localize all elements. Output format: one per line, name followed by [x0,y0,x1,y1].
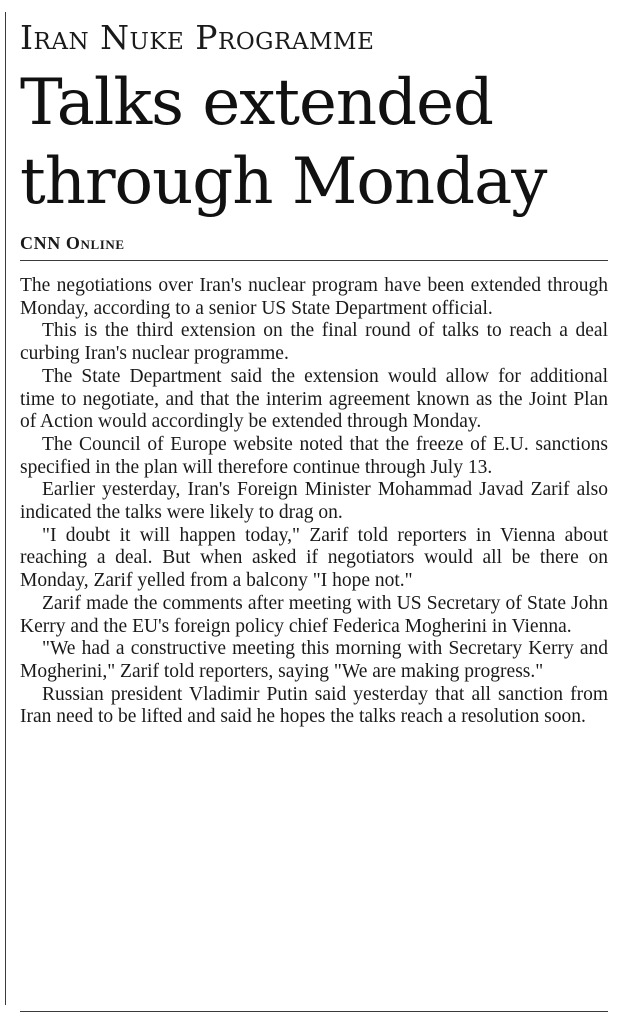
headline-line-1: Talks extended [20,66,493,140]
left-column-rule [5,12,6,1005]
article-byline: CNN Online [20,233,125,253]
body-paragraph: This is the third extension on the final round of talks to reach a deal curbing Iran's nuclear programme. [20,320,608,365]
news-article [20,0,608,729]
byline-divider [20,260,608,261]
body-paragraph: Zarif made the comments after meeting with US Secretary of State John Kerry and the EU's foreign policy chief Federica Mogherini in Vienna. [20,592,608,637]
article-body [20,275,608,729]
body-paragraph: Earlier yesterday, Iran's Foreign Minister Mohammad Javad Zarif also indicated the talks were likely to drag on. [20,479,608,524]
body-paragraph: "We had a constructive meeting this morning with Secretary Kerry and Mogherini," Zarif told reporters, saying "We are making progress." [20,638,608,682]
body-paragraph: "I doubt it will happen today," Zarif told reporters in Vienna about reaching a deal. But when asked if negotiators would all be there on Monday, Zarif yelled from a balcony "I hope not." [20,524,608,592]
article-headline [20,64,608,222]
headline-line-2: through Monday [20,145,547,219]
body-paragraph: Russian president Vladimir Putin said yesterday that all sanction from Iran need to be lifted and said he hopes the talks reach a resolution soon. [20,683,608,728]
bottom-divider [20,1011,608,1012]
section-kicker: Iran Nuke Programme [20,18,375,57]
body-paragraph: The Council of Europe website noted that the freeze of E.U. sanctions specified in the plan will therefore continue through July 13. [20,433,608,478]
body-paragraph: The negotiations over Iran's nuclear program have been extended through Monday, according to a senior US State Department official. [20,275,608,319]
body-paragraph: The State Department said the extension would allow for additional time to negotiate, and that the interim agreement known as the Joint Plan of Action would accordingly be extended through Monday. [20,365,608,433]
